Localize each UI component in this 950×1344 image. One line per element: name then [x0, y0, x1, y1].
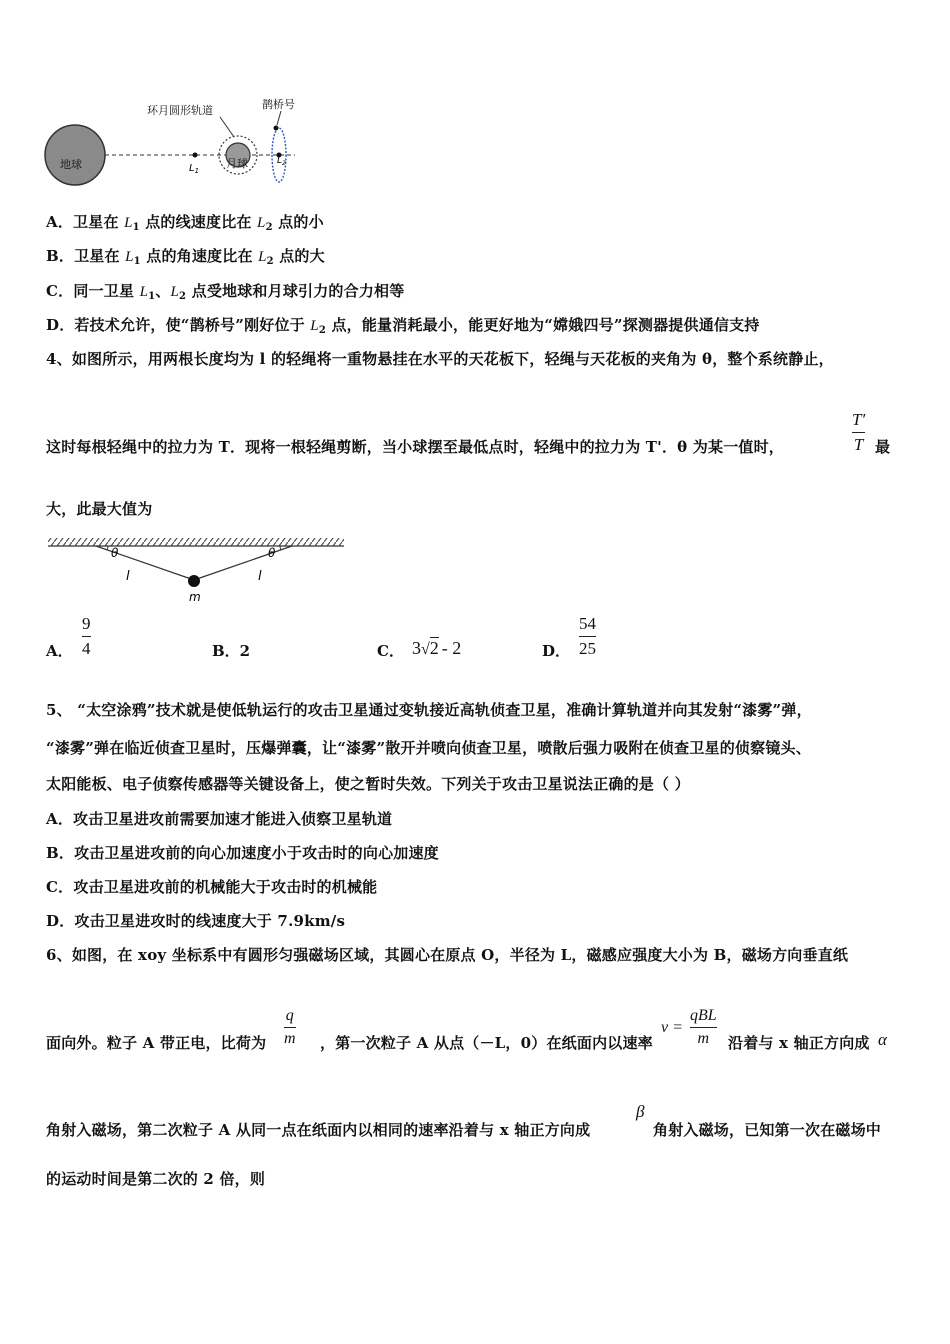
- l2-label: $L_2$: [277, 156, 286, 167]
- q4-option-b: B．2: [212, 642, 251, 660]
- hanging-mass: [188, 575, 200, 587]
- q6-stem-line2b: ，第一次粒子 A 从点（－L，0）在纸面内以速率: [320, 1034, 653, 1052]
- q4-stem-line2: 这时每根轻绳中的拉力为 T．现将一根轻绳剪断，当小球摆至最低点时，轻绳中的拉力为 T'．θ 为某一值时，: [46, 438, 784, 456]
- q6-stem-line3a: 角射入磁场，第二次粒子 A 从同一点在纸面内以相同的速率沿着与 x 轴正方向成: [46, 1121, 591, 1139]
- rope-right: [194, 546, 292, 580]
- q5-stem-line2: “漆雾”弹在临近侦查卫星时，压爆弹囊，让“漆雾”散开并喷向侦查卫星，喷散后强力吸附在侦查卫星的侦察镜头、: [46, 739, 811, 757]
- earth-moon-diagram: [40, 95, 310, 195]
- q5-stem-line1: 5、 “太空涂鸦”技术就是使低轨运行的攻击卫星通过变轨接近高轨侦查卫星，准确计算轨道并向其发射“漆雾”弹，: [46, 701, 812, 719]
- q3-option-b: B．卫星在 $L_1$ 点的角速度比在 $L_2$ 点的大: [46, 247, 325, 267]
- orbit-label: 环月圆形轨道: [147, 104, 213, 117]
- q4-stem-line3: 大，此最大值为: [46, 500, 153, 518]
- q4-option-c-label: C．: [377, 642, 404, 660]
- q5-stem-line3: 太阳能板、电子侦察传感器等关键设备上，使之暂时失效。下列关于攻击卫星说法正确的是（ ）: [46, 775, 690, 793]
- q6-alpha-symbol: α: [878, 1030, 887, 1049]
- q5-option-d: D．攻击卫星进攻时的线速度大于 7.9km/s: [46, 912, 346, 930]
- ceiling-hatch: [48, 538, 344, 546]
- l1-label: $L_1$: [189, 163, 200, 175]
- q4-option-a-fraction: 9 4: [82, 614, 91, 658]
- q3-option-a: A．卫星在 $L_1$ 点的线速度比在 $L_2$ 点的小: [46, 213, 324, 233]
- mass-label: m: [189, 590, 201, 604]
- q4-stem-line1: 4、如图所示，用两根长度均为 l 的轻绳将一重物悬挂在水平的天花板下，轻绳与天花板的夹角为 θ，整个系统静止，: [46, 350, 834, 368]
- earth-shape: [45, 125, 105, 185]
- q6-stem-line1: 6、如图，在 xoy 坐标系中有圆形匀强磁场区域，其圆心在原点 O，半径为 L，磁感应强度大小为 B，磁场方向垂直纸: [46, 946, 849, 964]
- two-rope-diagram: [48, 534, 348, 606]
- theta-right: θ: [268, 546, 276, 560]
- q6-beta-symbol: β: [636, 1102, 645, 1121]
- length-left: l: [126, 569, 130, 584]
- q6-charge-mass-fraction: q m: [284, 1007, 296, 1047]
- q5-option-b: B．攻击卫星进攻前的向心加速度小于攻击时的向心加速度: [46, 844, 439, 862]
- q4-stem-line2-end: 最: [875, 438, 891, 456]
- q4-option-d-fraction: 54 25: [579, 614, 596, 658]
- relay-label: 鹊桥号: [262, 98, 295, 111]
- q6-stem-line4: 的运动时间是第二次的 2 倍，则: [46, 1170, 266, 1188]
- q6-stem-line2a: 面向外。粒子 A 带正电，比荷为: [46, 1034, 267, 1052]
- q4-option-d-label: D．: [542, 642, 571, 660]
- q6-stem-line3b: 角射入磁场，已知第一次在磁场中: [653, 1121, 882, 1139]
- earth-label: 地球: [60, 158, 82, 171]
- q6-stem-line2c: 沿着与 x 轴正方向成: [728, 1034, 870, 1052]
- q4-option-c-value: 3√2 - 2: [412, 638, 462, 658]
- length-right: l: [258, 569, 262, 584]
- moon-label: 月球: [226, 157, 248, 170]
- q3-option-d: D．若技术允许，使“鹊桥号”刚好位于 $L_2$ 点，能量消耗最小，能更好地为“嫦娥四号”探测器提供通信支持: [46, 316, 760, 336]
- q5-option-c: C．攻击卫星进攻前的机械能大于攻击时的机械能: [46, 878, 378, 896]
- q3-option-c: C．同一卫星 $L_1$、$L_2$ 点受地球和月球引力的合力相等: [46, 282, 405, 302]
- theta-left: θ: [111, 546, 119, 560]
- orbit-pointer: [220, 117, 234, 137]
- relay-satellite: [274, 126, 279, 131]
- q5-option-a: A．攻击卫星进攻前需要加速才能进入侦察卫星轨道: [46, 810, 393, 828]
- q6-speed-fraction: qBL m: [690, 1007, 717, 1047]
- q4-option-a-label: A．: [46, 642, 73, 660]
- q6-speed-eq: v =: [661, 1019, 683, 1036]
- relay-pointer: [277, 111, 281, 125]
- q4-ratio-fraction: T′ T: [852, 410, 866, 454]
- l1-point: [193, 153, 198, 158]
